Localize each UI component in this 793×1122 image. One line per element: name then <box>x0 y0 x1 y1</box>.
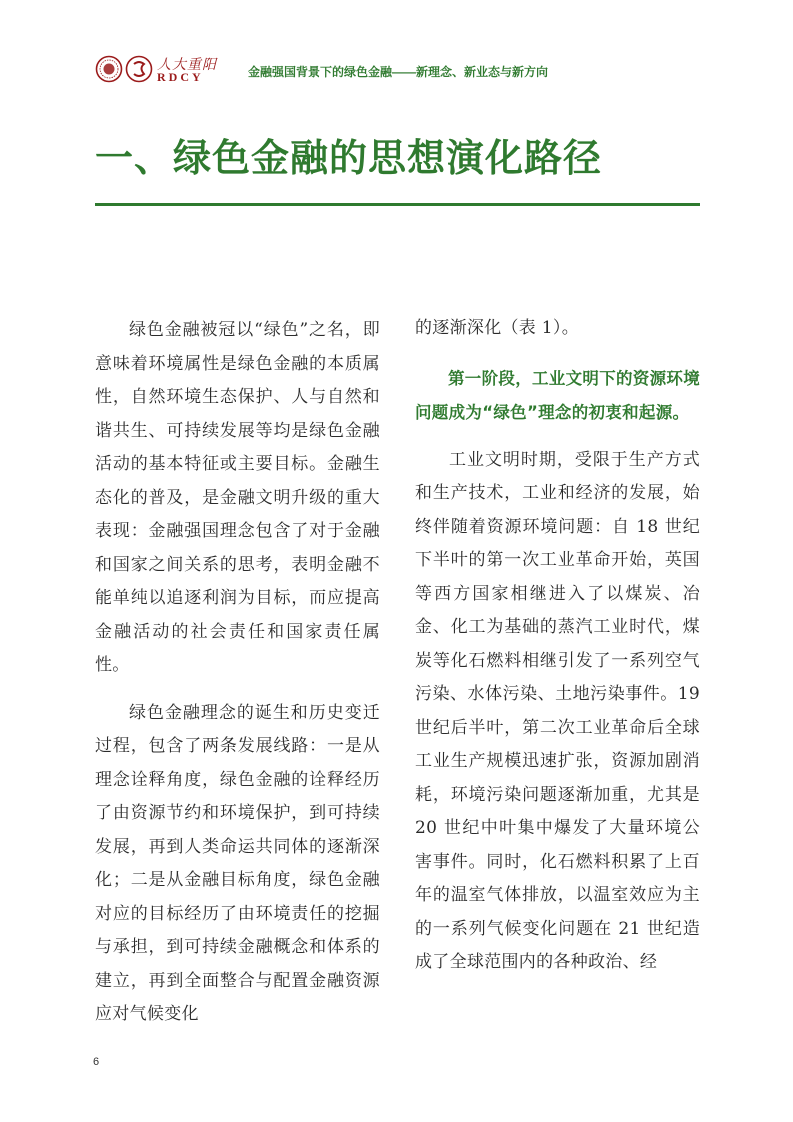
body-paragraph: 绿色金融被冠以“绿色”之名，即意味着环境属性是绿色金融的本质属性，自然环境生态保护、人与自然和谐共生、可持续发展等均是绿色金融活动的基本特征或主要目标。金融生态化的普及，是金融文明升级的重大表现：金融强国理念包含了对于金融和国家之间关系的思考，表明金融不能单纯以追逐利润为目标，而应提高金融活动的社会责任和国家责任属性。 <box>95 320 380 675</box>
running-header-title: 金融强国背景下的绿色金融——新理念、新业态与新方向 <box>248 65 549 79</box>
page-header <box>95 55 715 95</box>
body-paragraph: 工业文明时期，受限于生产方式和生产技术，工业和经济的发展，始终伴随着资源环境问题：自 18 世纪下半叶的第一次工业革命开始，英国等西方国家相继进入了以煤炭、冶金、化工为基础的蒸汽工业时代，煤炭等化石燃料相继引发了一系列空气污染、水体污染、土地污染事件。19 世纪后半叶，第二次工业革命后全球工业生产规模迅速扩张，资源加剧消耗，环境污染问题逐渐加重，尤其是 20 世纪中叶集中爆发了大量环境公害事件。同时，化石燃料积累了上百年的温室气体排放，以温室效应为主的一系列气候变化问题在 21 世纪造成了全球范围内的各种政治、经 <box>415 449 700 972</box>
logo-text-en: RDCY <box>157 70 204 84</box>
left-column <box>95 312 380 1032</box>
logo-emblem-icon <box>125 55 153 83</box>
logo-text-cn: 人大重阳 <box>157 57 217 73</box>
chapter-title: 一、绿色金融的思想演化路径 <box>95 136 603 180</box>
stage-heading: 第一阶段，工业文明下的资源环境问题成为“绿色”理念的初衷和起源。 <box>415 368 700 422</box>
title-divider <box>95 203 700 206</box>
logo-seal-icon <box>95 55 123 83</box>
right-column <box>415 312 700 980</box>
continued-paragraph: 的逐渐深化（表 1）。 <box>415 318 580 338</box>
page-number: 6 <box>93 1056 100 1068</box>
body-paragraph: 绿色金融理念的诞生和历史变迁过程，包含了两条发展线路：一是从理念诠释角度，绿色金融的诠释经历了由资源节约和环境保护，到可持续发展，再到人类命运共同体的逐渐深化；二是从金融目标角度，绿色金融对应的目标经历了由环境责任的挖掘与承担，到可持续金融概念和体系的建立，再到全面整合与配置金融资源应对气候变化 <box>95 702 380 1024</box>
